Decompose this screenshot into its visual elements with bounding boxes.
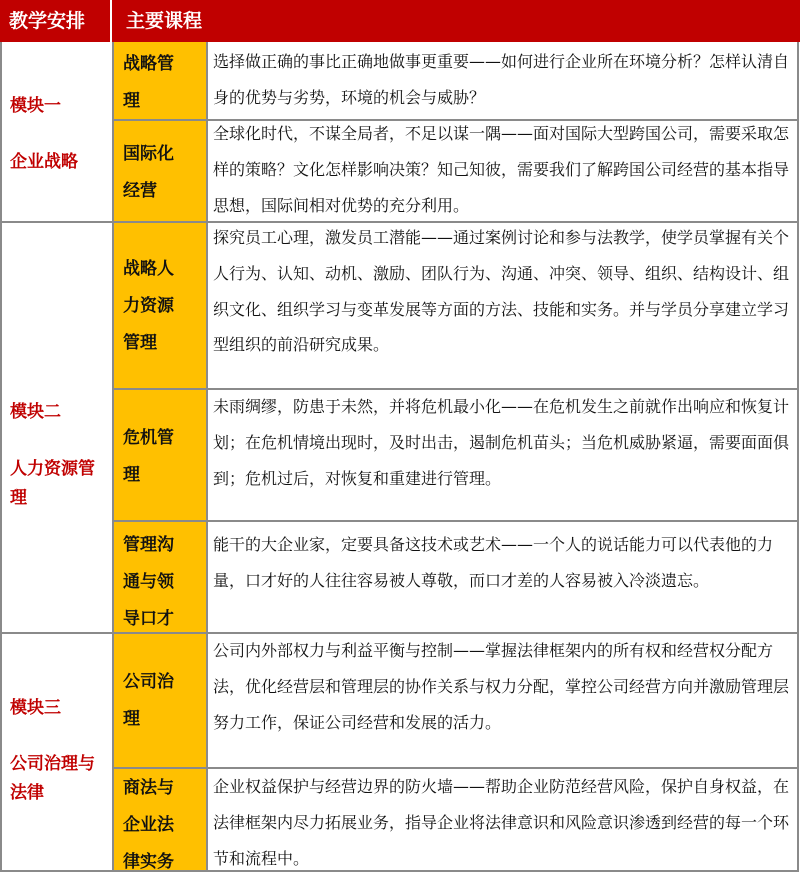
course-description: 探究员工心理，激发员工潜能——通过案例讨论和参与法教学，使学员掌握有关个人行为、认知、动机、激励、团队行为、沟通、冲突、领导、组织、结构设计、组织文化、组织学习与变革发展等方面的方法、技能和实务。并与学员分享建立学习型组织的前沿研究成果。 — [213, 228, 790, 355]
subtopic-title-line: 律实务 — [123, 852, 174, 872]
course-description: 企业权益保护与经营边界的防火墙——帮助企业防范经营风险，保护自身权益，在法律框架内尽力拓展业务，指导企业将法律意识和风险意识渗透到经营的每一个环节和流程中。 — [213, 777, 790, 868]
module-1-name — [10, 150, 78, 174]
subtopic-title-line: 国际化 — [123, 144, 174, 164]
subtopic-title-line: 理 — [123, 91, 140, 111]
subtopic-title-line: 理 — [123, 465, 140, 485]
subtopic-title-line: 管理 — [123, 333, 157, 353]
subtopic-title-line: 商法与 — [123, 778, 174, 798]
subtopic-title-line: 导口才 — [123, 609, 174, 629]
subtopic-title-line: 经营 — [123, 181, 157, 201]
module-3-label-line: 模块三 — [10, 698, 61, 718]
subtopic-title — [123, 136, 195, 210]
subtopic-title — [123, 46, 195, 120]
course-description: 能干的大企业家，定要具备这技术或艺术——一个人的说话能力可以代表他的力量，口才好的人往往容易被人尊敬，而口才差的人容易被入冷淡遗忘。 — [213, 535, 774, 590]
subtopic-title-line: 战略管 — [123, 54, 174, 74]
module-1-name-line: 企业战略 — [10, 152, 78, 172]
module-3-name-line: 公司治理与 — [10, 754, 95, 774]
module-1-label-line: 模块一 — [10, 96, 61, 116]
course-description: 公司内外部权力与利益平衡与控制——掌握法律框架内的所有权和经营权分配方法，优化经营层和管理层的协作关系与权力分配，掌控公司经营方向并激励管理层努力工作，保证公司经营和发展的活力。 — [213, 641, 790, 732]
module-2-name — [10, 457, 95, 510]
module-3-name-line: 法律 — [10, 783, 44, 803]
grid-line — [206, 42, 208, 872]
subtopic-title-line: 理 — [123, 709, 140, 729]
module-3-label — [10, 696, 61, 720]
subtopic-title — [123, 420, 195, 494]
subtopic-title-line: 危机管 — [123, 428, 174, 448]
course-description: 全球化时代，不谋全局者，不足以谋一隅——面对国际大型跨国公司，需要采取怎样的策略？文化怎样影响决策？知己知彼，需要我们了解跨国公司经营的基本指导思想，国际间相对优势的充分利用。 — [213, 124, 790, 215]
module-2-label-line: 模块二 — [10, 402, 61, 422]
course-description: 未雨绸缪，防患于未然，并将危机最小化——在危机发生之前就作出响应和恢复计划；在危机情境出现时，及时出击，遏制危机苗头；当危机威胁紧逼，需要面面俱到；危机过后，对恢复和重建进行管理。 — [213, 397, 790, 488]
subtopic-title-line: 公司治 — [123, 672, 174, 692]
subtopic-title — [123, 770, 195, 881]
subtopic-title — [123, 527, 195, 638]
subtopic-title — [123, 251, 195, 362]
course-description: 选择做正确的事比正确地做事更重要——如何进行企业所在环境分析？怎样认清自身的优势与劣势，环境的机会与威胁？ — [213, 52, 790, 107]
subtopic-title-line: 管理沟 — [123, 535, 174, 555]
grid-line — [112, 42, 114, 872]
header-courses: 主要课程 — [126, 10, 203, 32]
grid-line — [797, 42, 799, 872]
table-header — [0, 0, 800, 42]
subtopic-title-line: 企业法 — [123, 815, 174, 835]
module-2-name-line: 人力资源管 — [10, 459, 95, 479]
module-3-name — [10, 752, 95, 805]
header-schedule: 教学安排 — [0, 0, 112, 42]
subtopic-title — [123, 664, 195, 738]
module-2-name-line: 理 — [10, 488, 27, 508]
subtopic-title-line: 战略人 — [123, 259, 174, 279]
module-1-label — [10, 94, 61, 118]
subtopic-title-line: 力资源 — [123, 296, 174, 316]
module-2-label — [10, 400, 61, 424]
grid-line — [114, 520, 799, 522]
grid-line — [0, 42, 2, 872]
subtopic-title-line: 通与领 — [123, 572, 174, 592]
